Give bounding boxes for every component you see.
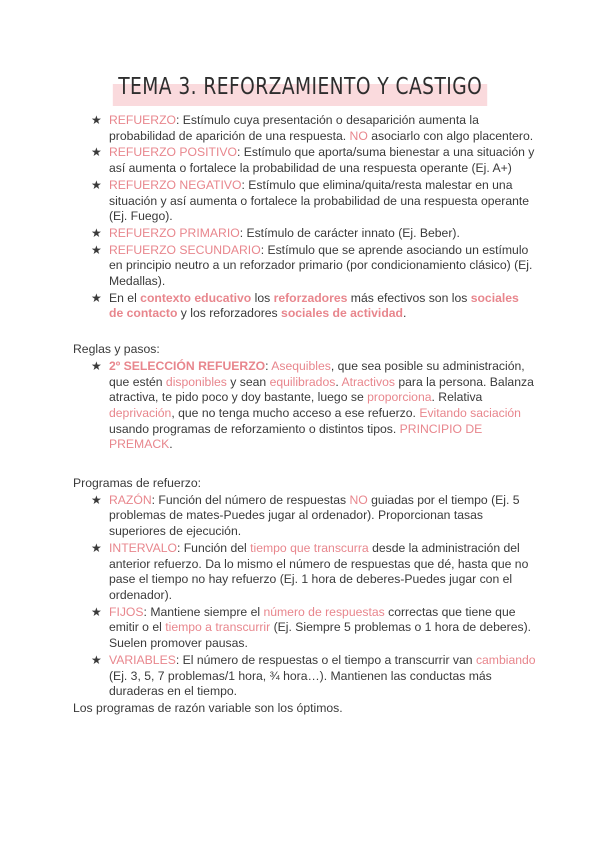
star-bullet-icon: ★ <box>91 604 102 619</box>
text: más efectivos son los <box>347 290 471 305</box>
section-header-reglas: Reglas y pasos: <box>73 342 160 357</box>
programs-list <box>0 493 600 700</box>
term: REFUERZO <box>109 113 177 127</box>
text: (Ej. 3, 5, 7 problemas/1 hora, ¾ hora…). Mantienen las conductas más duraderas en el tiempo. <box>109 668 492 699</box>
text: : Estímulo de carácter innato (Ej. Beber). <box>239 225 460 240</box>
list-item-contexto-educativo <box>0 291 600 322</box>
text: para la persona. Balanza atractiva, te pido poco y doy bastante, luego se <box>109 374 534 405</box>
list-item-intervalo <box>0 541 600 604</box>
text: : Estímulo que aporta/suma bienestar a una situación y así aumenta o fortalece la probabilidad de una respuesta operante (Ej. A+) <box>109 145 535 176</box>
term: 2º SELECCIÓN REFUERZO <box>109 358 266 373</box>
list-item-refuerzo <box>0 113 600 144</box>
text: . <box>335 374 342 389</box>
text: . Relativa <box>431 390 483 405</box>
list-item-refuerzo-negativo <box>0 178 600 225</box>
text: , que no tenga mucho acceso a ese refuerzo. <box>171 405 420 420</box>
list-item-fijos <box>0 605 600 652</box>
list-item-refuerzo-secundario <box>0 243 600 290</box>
term: tiempo a transcurrir <box>165 620 271 635</box>
text: y los reforzadores <box>177 306 282 321</box>
term: NO <box>349 492 368 507</box>
term: equilibrados <box>269 374 336 389</box>
term: disponibles <box>165 374 227 389</box>
list-item-variables <box>0 653 600 700</box>
term: REFUERZO SECUNDARIO <box>109 242 261 257</box>
list-item-razon <box>0 493 600 540</box>
term: REFUERZO PRIMARIO <box>109 225 240 240</box>
term: REFUERZO POSITIVO <box>109 145 237 160</box>
term: Asequibles <box>271 358 331 373</box>
star-bullet-icon: ★ <box>91 358 102 373</box>
list-item-seleccion-refuerzo <box>0 359 600 453</box>
text: : Función del <box>176 540 251 555</box>
rules-list <box>0 359 600 453</box>
star-bullet-icon: ★ <box>91 492 102 507</box>
term: tiempo que transcurra <box>250 540 369 555</box>
text: : Función del número de respuestas <box>151 492 350 507</box>
text: los <box>251 290 274 305</box>
definitions-list <box>0 113 600 322</box>
text: (Ej. Siempre 5 problemas o 1 hora de deberes). Suelen promover pausas. <box>109 620 532 651</box>
star-bullet-icon: ★ <box>91 242 102 257</box>
text: . <box>169 437 173 452</box>
text: : Estímulo que elimina/quita/resta malestar en una situación y así aumenta o fortalece la probabilidad de una respuesta operante (Ej. Fuego). <box>109 177 530 224</box>
star-bullet-icon: ★ <box>91 177 102 192</box>
term: VARIABLES <box>109 652 176 667</box>
star-bullet-icon: ★ <box>91 652 102 667</box>
star-bullet-icon: ★ <box>91 540 102 555</box>
term: número de respuestas <box>263 604 385 619</box>
document-body <box>0 113 600 717</box>
text: : <box>265 358 272 373</box>
text: y sean <box>226 374 270 389</box>
term: sociales de contacto <box>109 290 519 321</box>
text: asociarlo con algo placentero. <box>367 128 534 143</box>
term: RAZÓN <box>109 492 152 507</box>
term: REFUERZO NEGATIVO <box>109 177 242 192</box>
term: deprivación <box>109 405 172 420</box>
section-header-programas: Programas de refuerzo: <box>73 476 202 491</box>
conclusion-text: Los programas de razón variable son los óptimos. <box>73 700 343 715</box>
list-item-refuerzo-primario <box>0 226 600 242</box>
text: : Mantiene siempre el <box>143 604 264 619</box>
text: : Estímulo que se aprende asociando un estímulo en principio neutro a un reforzador primario (por condicionamiento clásico) (Ej. Medallas). <box>109 242 533 289</box>
term: PRINCIPIO DE PREMACK <box>109 421 483 452</box>
text: . <box>402 306 407 321</box>
page-title <box>113 74 488 100</box>
term: proporciona <box>367 390 432 405</box>
text: usando programas de reforzamiento o distintos tipos. <box>109 421 400 436</box>
text: correctas que tiene que emitir o el <box>109 604 516 635</box>
term: contexto educativo <box>140 290 252 305</box>
page-title-text: TEMA 3. REFORZAMIENTO Y CASTIGO <box>118 74 482 100</box>
list-item-refuerzo-positivo <box>0 145 600 176</box>
term: sociales de actividad <box>281 306 403 321</box>
term: NO <box>349 128 368 143</box>
term: FIJOS <box>109 604 144 619</box>
text: guiadas por el tiempo (Ej. 5 problemas de mates-Puedes jugar al ordenador). Proporcionan tasas superiores de ejecución. <box>109 492 520 539</box>
star-bullet-icon: ★ <box>91 113 102 127</box>
star-bullet-icon: ★ <box>91 290 102 305</box>
term: Evitando saciación <box>419 405 521 420</box>
term: reforzadores <box>273 290 348 305</box>
text: desde la administración del anterior refuerzo. Da lo mismo el número de respuestas que dé, hasta que no pase el tiempo no hay refuerzo (Ej. 1 hora de deberes-Puedes jugar con el ordenador). <box>109 540 529 602</box>
text: : El número de respuestas o el tiempo a transcurrir van <box>175 652 476 667</box>
term: Atractivos <box>341 374 395 389</box>
text: , que sea posible su administración, que estén <box>109 358 525 389</box>
star-bullet-icon: ★ <box>91 145 102 160</box>
term: cambiando <box>475 652 536 667</box>
term: INTERVALO <box>109 540 177 555</box>
title-wrapper <box>0 74 600 100</box>
text: En el <box>109 290 141 305</box>
star-bullet-icon: ★ <box>91 225 102 240</box>
text: : Estímulo cuya presentación o desaparición aumenta la probabilidad de aparición de una respuesta. <box>109 113 479 143</box>
